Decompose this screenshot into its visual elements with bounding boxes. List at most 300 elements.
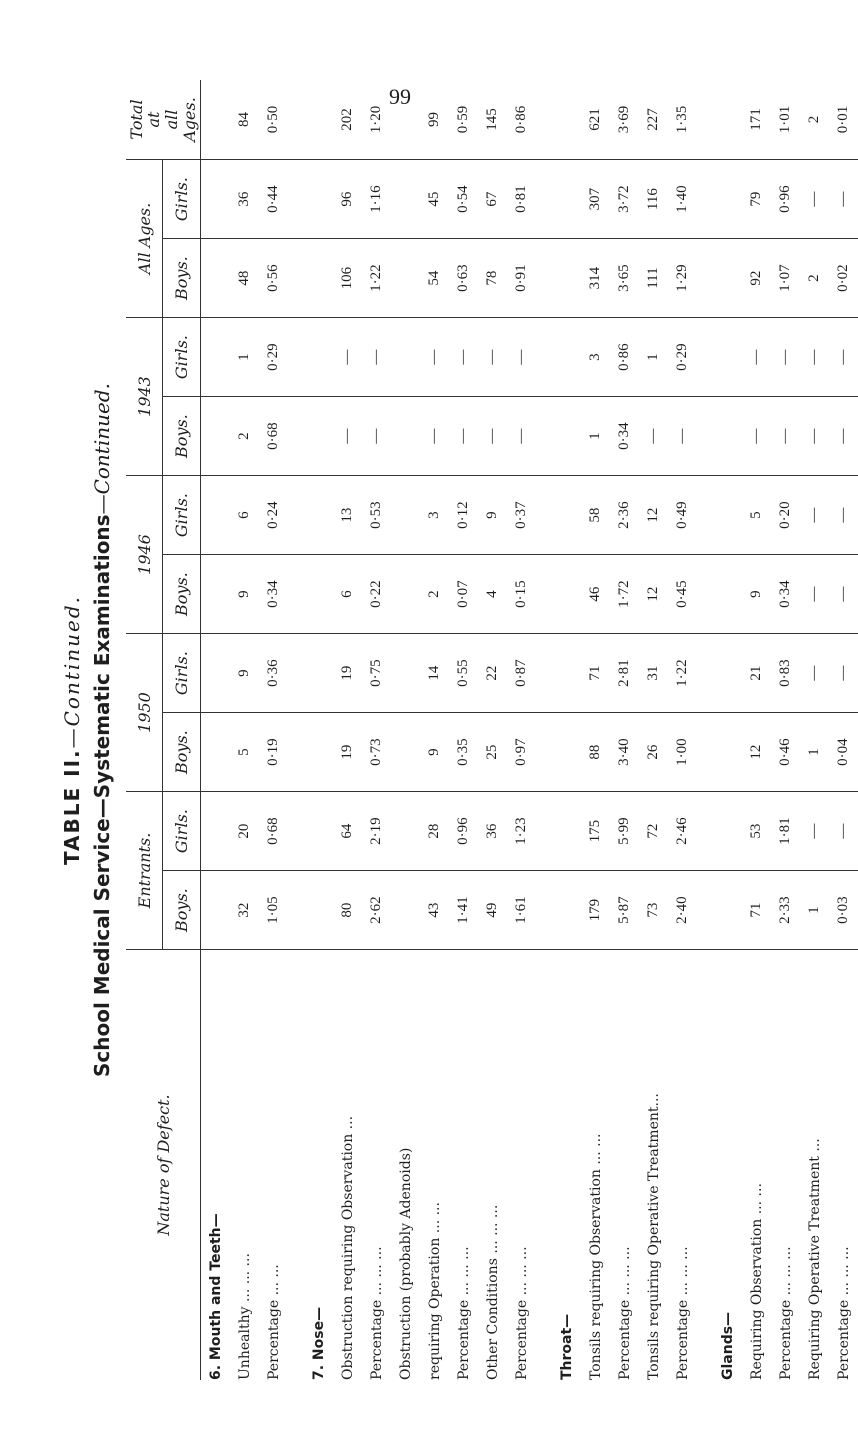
sub-header-boys: Boys. — [163, 555, 201, 634]
value-cell: 0·68 — [259, 792, 288, 871]
value-cell: 5 — [742, 476, 771, 555]
value-cell: 314 — [581, 239, 610, 318]
total-cell — [304, 80, 333, 160]
value-cell — [713, 239, 742, 318]
value-cell — [304, 871, 333, 950]
total-cell: 99 — [420, 80, 449, 160]
value-cell: 179 — [581, 871, 610, 950]
value-cell: 3 — [581, 318, 610, 397]
value-cell — [391, 871, 420, 950]
value-cell — [552, 713, 581, 792]
value-cell: 67 — [478, 160, 507, 239]
value-cell: 5·87 — [610, 871, 639, 950]
total-header-line: at — [144, 111, 164, 128]
value-cell: 1 — [639, 318, 668, 397]
value-cell: 0·37 — [507, 476, 536, 555]
value-cell: 0·49 — [668, 476, 697, 555]
row-label: Unhealthy ... ... ... — [236, 1253, 253, 1380]
total-header-line: Total — [126, 99, 146, 140]
value-cell: 5·99 — [610, 792, 639, 871]
total-header-line: all — [162, 109, 181, 130]
value-cell — [201, 476, 231, 555]
row-label: Tonsils requiring Observation ... ... — [587, 1133, 604, 1380]
value-cell — [288, 476, 304, 555]
value-cell: 1·00 — [668, 713, 697, 792]
value-cell: 79 — [742, 160, 771, 239]
table-row — [668, 80, 697, 1380]
value-cell: — — [420, 397, 449, 476]
group-header-1950: 1950 — [126, 634, 163, 792]
table-title — [60, 80, 84, 1380]
value-cell: 0·68 — [259, 397, 288, 476]
row-label: Percentage ... ... ... — [674, 1246, 691, 1380]
table-row — [420, 80, 449, 1380]
row-label: Percentage ... ... ... — [513, 1246, 530, 1380]
row-label — [536, 950, 552, 1381]
table-body — [201, 80, 858, 1380]
value-cell: 45 — [420, 160, 449, 239]
row-label: Percentage ... ... ... — [616, 1246, 633, 1380]
value-cell: 0·04 — [829, 713, 858, 792]
total-header — [126, 80, 201, 160]
spacer-row — [536, 80, 552, 1380]
value-cell — [288, 713, 304, 792]
value-cell: 0·03 — [829, 871, 858, 950]
table-row — [362, 80, 391, 1380]
row-label: Requiring Operative Treatment ... — [806, 1138, 823, 1380]
value-cell: 2·46 — [668, 792, 697, 871]
nature-of-defect-header: Nature of Defect. — [126, 950, 201, 1381]
value-cell: 2·40 — [668, 871, 697, 950]
total-cell: 1·35 — [668, 80, 697, 160]
value-cell: 1·72 — [610, 555, 639, 634]
value-cell — [552, 239, 581, 318]
value-cell: 0·35 — [449, 713, 478, 792]
spacer-row — [288, 80, 304, 1380]
value-cell: — — [800, 476, 829, 555]
value-cell: 0·07 — [449, 555, 478, 634]
value-cell: 0·22 — [362, 555, 391, 634]
value-cell: 78 — [478, 239, 507, 318]
group-header-entrants: Entrants. — [126, 792, 163, 950]
value-cell: 48 — [230, 239, 259, 318]
value-cell: — — [829, 318, 858, 397]
row-label: Percentage ... ... ... — [777, 1246, 794, 1380]
value-cell — [201, 634, 231, 713]
value-cell: 0·45 — [668, 555, 697, 634]
value-cell — [552, 476, 581, 555]
value-cell — [201, 318, 231, 397]
value-cell: 111 — [639, 239, 668, 318]
value-cell — [391, 160, 420, 239]
sub-header-girls: Girls. — [163, 792, 201, 871]
value-cell: 0·96 — [771, 160, 800, 239]
value-cell: 1·61 — [507, 871, 536, 950]
value-cell — [201, 397, 231, 476]
row-label: Percentage ... ... ... — [368, 1246, 385, 1380]
value-cell: 0·20 — [771, 476, 800, 555]
total-header-line: Ages. — [179, 97, 199, 142]
value-cell: 0·29 — [668, 318, 697, 397]
value-cell — [697, 555, 713, 634]
value-cell: 28 — [420, 792, 449, 871]
total-cell — [713, 80, 742, 160]
value-cell: 21 — [742, 634, 771, 713]
section-heading: Throat— — [558, 1313, 575, 1380]
value-cell: — — [449, 318, 478, 397]
section-row — [552, 80, 581, 1380]
sub-header-girls: Girls. — [163, 160, 201, 239]
table-row — [639, 80, 668, 1380]
sub-header-boys: Boys. — [163, 239, 201, 318]
value-cell: 71 — [742, 871, 771, 950]
value-cell: — — [829, 160, 858, 239]
value-cell — [536, 792, 552, 871]
row-label — [697, 950, 713, 1381]
value-cell — [288, 160, 304, 239]
value-cell — [304, 239, 333, 318]
value-cell: 0·12 — [449, 476, 478, 555]
value-cell: 3·72 — [610, 160, 639, 239]
row-label: Percentage ... ... ... — [835, 1246, 852, 1380]
total-cell — [201, 80, 231, 160]
value-cell — [201, 792, 231, 871]
total-cell: 0·01 — [829, 80, 858, 160]
value-cell: 92 — [742, 239, 771, 318]
value-cell — [536, 634, 552, 713]
value-cell — [304, 555, 333, 634]
value-cell: 64 — [333, 792, 362, 871]
value-cell: — — [333, 318, 362, 397]
value-cell — [391, 239, 420, 318]
value-cell: 58 — [581, 476, 610, 555]
table-row — [771, 80, 800, 1380]
value-cell: 73 — [639, 871, 668, 950]
value-cell: — — [362, 397, 391, 476]
value-cell: — — [449, 397, 478, 476]
value-cell: 0·34 — [610, 397, 639, 476]
value-cell: 0·54 — [449, 160, 478, 239]
value-cell — [288, 555, 304, 634]
value-cell: 12 — [639, 555, 668, 634]
value-cell: — — [362, 318, 391, 397]
value-cell — [697, 318, 713, 397]
value-cell — [697, 239, 713, 318]
value-cell: 1 — [230, 318, 259, 397]
value-cell: 116 — [639, 160, 668, 239]
value-cell: 9 — [742, 555, 771, 634]
table-row — [581, 80, 610, 1380]
value-cell: 0·97 — [507, 713, 536, 792]
value-cell — [536, 397, 552, 476]
total-cell: 0·50 — [259, 80, 288, 160]
value-cell — [201, 555, 231, 634]
row-label: Other Conditions ... ... ... — [484, 1204, 501, 1380]
value-cell — [391, 397, 420, 476]
sub-header-boys: Boys. — [163, 713, 201, 792]
table-subtitle-main: School Medical Service—Systematic Examinations — [90, 514, 114, 1077]
total-cell: 1·01 — [771, 80, 800, 160]
total-cell — [552, 80, 581, 160]
value-cell: — — [829, 792, 858, 871]
value-cell: 0·55 — [449, 634, 478, 713]
total-cell: 621 — [581, 80, 610, 160]
value-cell — [552, 397, 581, 476]
table-row — [478, 80, 507, 1380]
spacer-row — [697, 80, 713, 1380]
table-row — [230, 80, 259, 1380]
table-subtitle — [90, 80, 114, 1380]
value-cell — [391, 713, 420, 792]
value-cell: 1 — [581, 397, 610, 476]
section-heading: 7. Nose— — [310, 1306, 327, 1380]
value-cell: 0·44 — [259, 160, 288, 239]
value-cell — [201, 713, 231, 792]
value-cell: 106 — [333, 239, 362, 318]
value-cell: 1·29 — [668, 239, 697, 318]
value-cell — [536, 476, 552, 555]
value-cell: 26 — [639, 713, 668, 792]
value-cell: 80 — [333, 871, 362, 950]
value-cell: 9 — [478, 476, 507, 555]
total-cell — [697, 80, 713, 160]
value-cell — [697, 713, 713, 792]
sub-header-boys: Boys. — [163, 871, 201, 950]
value-cell — [288, 397, 304, 476]
value-cell — [713, 476, 742, 555]
value-cell: — — [800, 397, 829, 476]
value-cell: — — [478, 318, 507, 397]
value-cell — [304, 160, 333, 239]
value-cell: 0·24 — [259, 476, 288, 555]
value-cell: 36 — [478, 792, 507, 871]
value-cell — [713, 318, 742, 397]
value-cell — [552, 871, 581, 950]
value-cell — [697, 871, 713, 950]
value-cell: 19 — [333, 713, 362, 792]
value-cell: 0·56 — [259, 239, 288, 318]
value-cell — [713, 713, 742, 792]
value-cell: 0·34 — [771, 555, 800, 634]
value-cell: — — [800, 555, 829, 634]
total-cell: 227 — [639, 80, 668, 160]
value-cell: 0·34 — [259, 555, 288, 634]
value-cell: — — [420, 318, 449, 397]
section-heading: 6. Mouth and Teeth— — [207, 1213, 224, 1380]
value-cell: — — [829, 634, 858, 713]
value-cell — [201, 160, 231, 239]
value-cell: — — [800, 318, 829, 397]
total-cell: 84 — [230, 80, 259, 160]
value-cell: 2·19 — [362, 792, 391, 871]
table-row — [610, 80, 639, 1380]
value-cell — [288, 792, 304, 871]
value-cell — [201, 239, 231, 318]
row-label: Obstruction requiring Observation ... — [339, 1115, 356, 1380]
value-cell: — — [478, 397, 507, 476]
value-cell: 54 — [420, 239, 449, 318]
value-cell: 3 — [420, 476, 449, 555]
value-cell: 0·36 — [259, 634, 288, 713]
value-cell: 2·33 — [771, 871, 800, 950]
value-cell: 307 — [581, 160, 610, 239]
sub-header-boys: Boys. — [163, 397, 201, 476]
table-row — [800, 80, 829, 1380]
page-number: 99 — [389, 84, 411, 109]
value-cell: 0·29 — [259, 318, 288, 397]
total-cell: 145 — [478, 80, 507, 160]
section-row — [304, 80, 333, 1380]
value-cell: 31 — [639, 634, 668, 713]
value-cell — [391, 476, 420, 555]
value-cell: 0·83 — [771, 634, 800, 713]
value-cell: 1·81 — [771, 792, 800, 871]
value-cell: 9 — [230, 555, 259, 634]
row-label: Percentage ... ... — [265, 1264, 282, 1380]
value-cell: 3·65 — [610, 239, 639, 318]
row-label: Percentage ... ... ... — [455, 1246, 472, 1380]
table-row — [742, 80, 771, 1380]
row-label: requiring Operation ... ... — [426, 1202, 443, 1380]
value-cell: 49 — [478, 871, 507, 950]
value-cell — [304, 634, 333, 713]
value-cell: 0·19 — [259, 713, 288, 792]
row-label — [288, 950, 304, 1381]
value-cell: 0·15 — [507, 555, 536, 634]
value-cell: 9 — [420, 713, 449, 792]
total-cell: 2 — [800, 80, 829, 160]
section-row — [201, 80, 231, 1380]
value-cell: 0·81 — [507, 160, 536, 239]
value-cell — [288, 318, 304, 397]
value-cell: 5 — [230, 713, 259, 792]
section-heading: Glands— — [719, 1311, 736, 1380]
value-cell — [713, 555, 742, 634]
value-cell: 88 — [581, 713, 610, 792]
value-cell: — — [742, 318, 771, 397]
value-cell: 1·07 — [771, 239, 800, 318]
value-cell — [697, 160, 713, 239]
value-cell: — — [639, 397, 668, 476]
value-cell: 1·41 — [449, 871, 478, 950]
value-cell — [288, 871, 304, 950]
value-cell: 0·63 — [449, 239, 478, 318]
value-cell: 9 — [230, 634, 259, 713]
value-cell: 0·75 — [362, 634, 391, 713]
value-cell — [552, 792, 581, 871]
value-cell — [697, 476, 713, 555]
value-cell: 46 — [581, 555, 610, 634]
value-cell: 2·81 — [610, 634, 639, 713]
value-cell — [288, 239, 304, 318]
value-cell: 14 — [420, 634, 449, 713]
value-cell — [536, 318, 552, 397]
sub-header-girls: Girls. — [163, 476, 201, 555]
total-cell — [391, 80, 420, 160]
value-cell: 1 — [800, 713, 829, 792]
table-row — [449, 80, 478, 1380]
value-cell: 2 — [800, 239, 829, 318]
sub-header-girls: Girls. — [163, 318, 201, 397]
value-cell: 0·73 — [362, 713, 391, 792]
value-cell — [552, 634, 581, 713]
value-cell: 3·40 — [610, 713, 639, 792]
table-row — [507, 80, 536, 1380]
value-cell: 36 — [230, 160, 259, 239]
value-cell — [201, 871, 231, 950]
total-cell: 202 — [333, 80, 362, 160]
value-cell — [536, 713, 552, 792]
value-cell — [288, 634, 304, 713]
value-cell: — — [507, 397, 536, 476]
value-cell: — — [829, 476, 858, 555]
total-cell: 0·59 — [449, 80, 478, 160]
value-cell: — — [800, 634, 829, 713]
value-cell: — — [829, 397, 858, 476]
value-cell: 22 — [478, 634, 507, 713]
value-cell: 1·22 — [362, 239, 391, 318]
table-title-continued: —Continued. — [60, 594, 84, 749]
value-cell: 1 — [800, 871, 829, 950]
value-cell — [713, 634, 742, 713]
value-cell: 0·87 — [507, 634, 536, 713]
value-cell: 0·46 — [771, 713, 800, 792]
value-cell — [304, 397, 333, 476]
value-cell: — — [829, 555, 858, 634]
value-cell: 175 — [581, 792, 610, 871]
value-cell — [536, 871, 552, 950]
value-cell: 53 — [742, 792, 771, 871]
value-cell: 1·05 — [259, 871, 288, 950]
sub-header-girls: Girls. — [163, 634, 201, 713]
value-cell: 13 — [333, 476, 362, 555]
value-cell: 1·40 — [668, 160, 697, 239]
table-subtitle-continued: —Continued. — [90, 383, 114, 515]
value-cell: 2·62 — [362, 871, 391, 950]
table-row — [259, 80, 288, 1380]
group-header-all-ages: All Ages. — [126, 160, 163, 318]
value-cell — [713, 871, 742, 950]
table-title-main: TABLE II. — [60, 748, 84, 866]
total-cell: 1·20 — [362, 80, 391, 160]
value-cell — [304, 713, 333, 792]
value-cell: 96 — [333, 160, 362, 239]
value-cell: 0·96 — [449, 792, 478, 871]
row-label: Requiring Observation ... ... — [748, 1183, 765, 1380]
value-cell — [391, 318, 420, 397]
defects-table — [126, 80, 858, 1380]
value-cell: 6 — [230, 476, 259, 555]
value-cell: 1·16 — [362, 160, 391, 239]
value-cell — [304, 318, 333, 397]
value-cell: 0·91 — [507, 239, 536, 318]
value-cell — [304, 792, 333, 871]
section-row — [713, 80, 742, 1380]
value-cell — [713, 792, 742, 871]
table-row — [391, 80, 420, 1380]
value-cell — [697, 397, 713, 476]
value-cell — [552, 555, 581, 634]
value-cell: 0·02 — [829, 239, 858, 318]
value-cell: 2 — [420, 555, 449, 634]
value-cell: — — [668, 397, 697, 476]
value-cell: — — [771, 318, 800, 397]
table-row — [333, 80, 362, 1380]
value-cell — [713, 397, 742, 476]
row-label: Tonsils requiring Operative Treatment... — [645, 1093, 662, 1380]
value-cell: 1·23 — [507, 792, 536, 871]
value-cell: — — [507, 318, 536, 397]
